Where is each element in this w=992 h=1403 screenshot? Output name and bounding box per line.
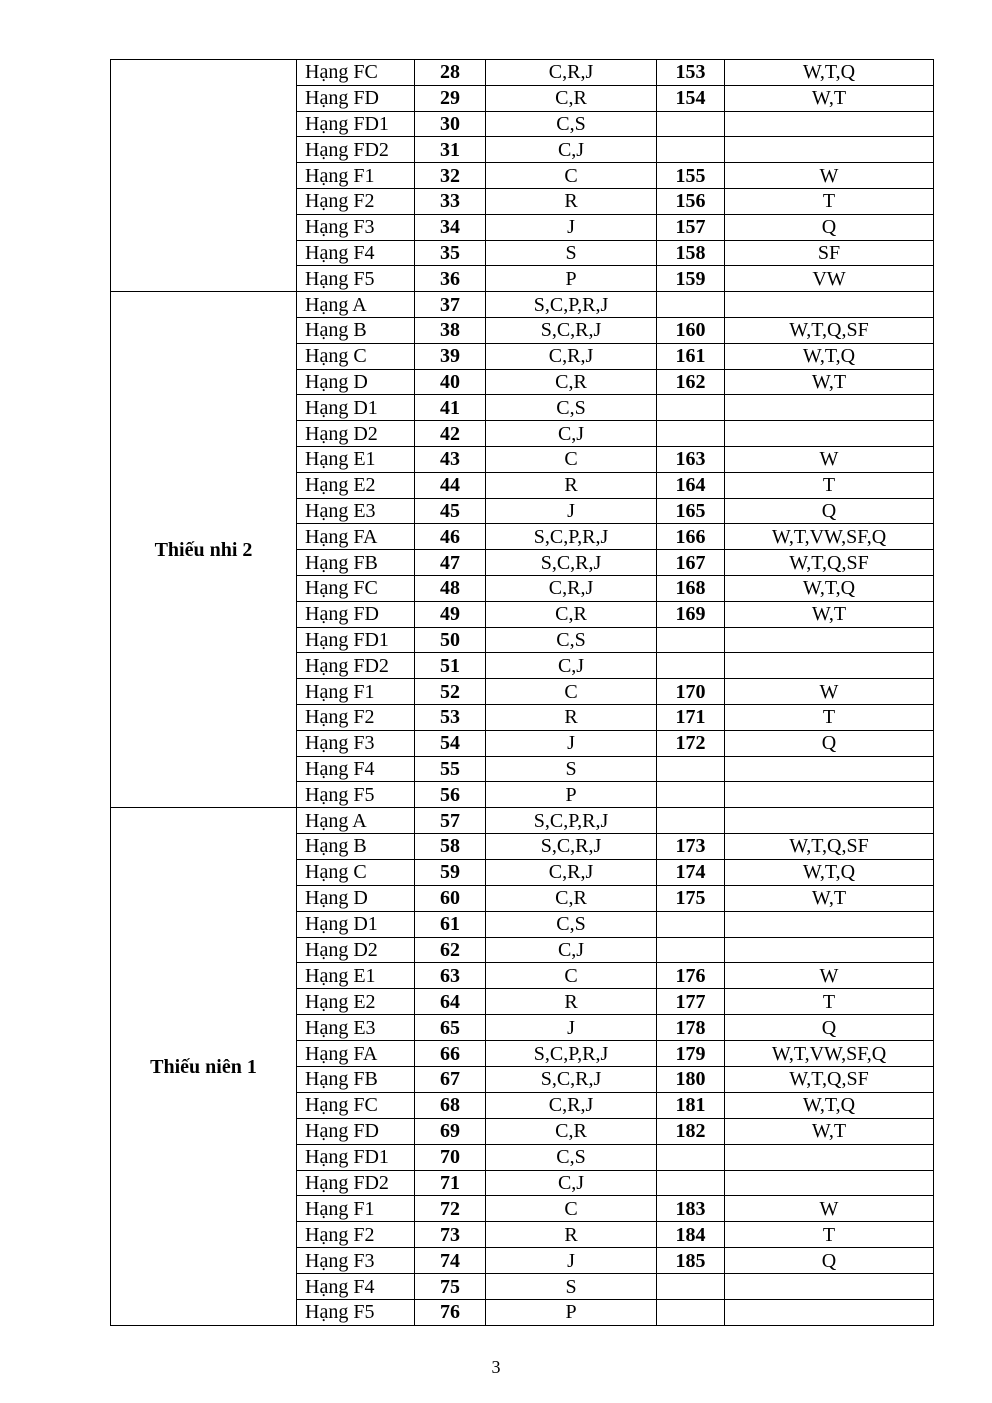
event-classes: S,C,P,R,J xyxy=(486,292,657,318)
event-classes: C,R,J xyxy=(486,1092,657,1118)
event-number-2: 166 xyxy=(657,524,725,550)
event-number: 59 xyxy=(415,859,486,885)
event-classes-2: T xyxy=(725,188,934,214)
event-classes: C,R xyxy=(486,369,657,395)
event-classes: S,C,R,J xyxy=(486,550,657,576)
row-name: Hạng FA xyxy=(297,524,415,550)
event-number: 34 xyxy=(415,214,486,240)
row-name: Hạng D1 xyxy=(297,911,415,937)
event-classes-2: Q xyxy=(725,730,934,756)
row-name: Hạng D xyxy=(297,369,415,395)
event-number: 62 xyxy=(415,937,486,963)
event-classes-2: T xyxy=(725,472,934,498)
event-number-2: 170 xyxy=(657,679,725,705)
event-classes-2: W,T,VW,SF,Q xyxy=(725,524,934,550)
row-name: Hạng F4 xyxy=(297,240,415,266)
event-classes-2: W,T xyxy=(725,601,934,627)
event-classes-2 xyxy=(725,111,934,137)
event-classes: C xyxy=(486,1196,657,1222)
event-classes-2 xyxy=(725,137,934,163)
row-name: Hạng F5 xyxy=(297,266,415,292)
event-classes-2 xyxy=(725,1274,934,1300)
event-classes-2 xyxy=(725,1300,934,1326)
event-classes: C,S xyxy=(486,911,657,937)
event-classes-2 xyxy=(725,937,934,963)
event-number: 54 xyxy=(415,730,486,756)
event-number-2: 178 xyxy=(657,1015,725,1041)
event-number-2: 169 xyxy=(657,601,725,627)
event-classes: J xyxy=(486,730,657,756)
event-classes: C,J xyxy=(486,421,657,447)
event-classes: P xyxy=(486,266,657,292)
event-number-2: 171 xyxy=(657,704,725,730)
event-classes: J xyxy=(486,214,657,240)
event-number-2: 156 xyxy=(657,188,725,214)
event-classes-2: W,T xyxy=(725,369,934,395)
event-classes-2: T xyxy=(725,1222,934,1248)
event-classes-2: Q xyxy=(725,1015,934,1041)
event-number-2: 164 xyxy=(657,472,725,498)
event-number: 72 xyxy=(415,1196,486,1222)
row-name: Hạng FD1 xyxy=(297,111,415,137)
event-classes-2: W,T xyxy=(725,1118,934,1144)
event-number-2 xyxy=(657,395,725,421)
event-number: 48 xyxy=(415,575,486,601)
row-name: Hạng E1 xyxy=(297,963,415,989)
event-number-2: 159 xyxy=(657,266,725,292)
age-group-label: Thiếu niên 1 xyxy=(111,808,297,1326)
page-number: 3 xyxy=(491,1357,501,1377)
table-row xyxy=(111,60,934,86)
event-classes: C,S xyxy=(486,395,657,421)
event-number-2: 165 xyxy=(657,498,725,524)
event-number-2: 180 xyxy=(657,1067,725,1093)
event-number-2 xyxy=(657,782,725,808)
event-classes: P xyxy=(486,1300,657,1326)
row-name: Hạng F2 xyxy=(297,188,415,214)
event-classes: S,C,R,J xyxy=(486,1067,657,1093)
event-number: 60 xyxy=(415,885,486,911)
row-name: Hạng D1 xyxy=(297,395,415,421)
event-classes: C,R xyxy=(486,85,657,111)
row-name: Hạng FB xyxy=(297,550,415,576)
event-number: 28 xyxy=(415,60,486,86)
event-number: 50 xyxy=(415,627,486,653)
event-number-2 xyxy=(657,1274,725,1300)
event-classes: C,R xyxy=(486,1118,657,1144)
event-number: 37 xyxy=(415,292,486,318)
event-classes-2 xyxy=(725,627,934,653)
event-classes-2: W,T xyxy=(725,85,934,111)
row-name: Hạng E2 xyxy=(297,472,415,498)
event-number: 58 xyxy=(415,834,486,860)
event-number: 55 xyxy=(415,756,486,782)
row-name: Hạng A xyxy=(297,808,415,834)
event-classes-2 xyxy=(725,421,934,447)
event-classes-2: T xyxy=(725,704,934,730)
event-number-2: 173 xyxy=(657,834,725,860)
event-classes: P xyxy=(486,782,657,808)
event-classes: S xyxy=(486,240,657,266)
event-number-2: 172 xyxy=(657,730,725,756)
event-classes: J xyxy=(486,1015,657,1041)
row-name: Hạng FC xyxy=(297,575,415,601)
event-number-2: 163 xyxy=(657,446,725,472)
event-number-2: 154 xyxy=(657,85,725,111)
event-number-2 xyxy=(657,627,725,653)
event-number-2: 183 xyxy=(657,1196,725,1222)
row-name: Hạng B xyxy=(297,834,415,860)
event-number-2: 185 xyxy=(657,1248,725,1274)
event-number-2: 184 xyxy=(657,1222,725,1248)
event-classes-2: W xyxy=(725,163,934,189)
event-classes-2: W,T,VW,SF,Q xyxy=(725,1041,934,1067)
row-name: Hạng C xyxy=(297,859,415,885)
row-name: Hạng B xyxy=(297,317,415,343)
event-number: 40 xyxy=(415,369,486,395)
event-classes: C,R,J xyxy=(486,575,657,601)
event-number-2: 181 xyxy=(657,1092,725,1118)
row-name: Hạng FA xyxy=(297,1041,415,1067)
row-name: Hạng F1 xyxy=(297,163,415,189)
event-number: 47 xyxy=(415,550,486,576)
event-number: 67 xyxy=(415,1067,486,1093)
event-number: 73 xyxy=(415,1222,486,1248)
event-number: 61 xyxy=(415,911,486,937)
event-number-2: 153 xyxy=(657,60,725,86)
event-number-2: 175 xyxy=(657,885,725,911)
category-table-body xyxy=(111,60,934,1326)
event-classes: J xyxy=(486,498,657,524)
event-number: 35 xyxy=(415,240,486,266)
event-classes: C,J xyxy=(486,137,657,163)
event-number: 33 xyxy=(415,188,486,214)
event-number-2 xyxy=(657,1300,725,1326)
event-classes: S xyxy=(486,1274,657,1300)
event-number-2 xyxy=(657,1144,725,1170)
event-classes-2: W,T,Q,SF xyxy=(725,317,934,343)
event-number: 38 xyxy=(415,317,486,343)
row-name: Hạng F4 xyxy=(297,756,415,782)
event-classes-2 xyxy=(725,1170,934,1196)
row-name: Hạng F4 xyxy=(297,1274,415,1300)
event-classes-2: W,T,Q,SF xyxy=(725,550,934,576)
age-group-label xyxy=(111,60,297,292)
event-number: 70 xyxy=(415,1144,486,1170)
event-number: 43 xyxy=(415,446,486,472)
event-classes-2 xyxy=(725,1144,934,1170)
row-name: Hạng E3 xyxy=(297,498,415,524)
row-name: Hạng FD xyxy=(297,85,415,111)
row-name: Hạng FD xyxy=(297,601,415,627)
event-classes-2: VW xyxy=(725,266,934,292)
event-classes: C xyxy=(486,446,657,472)
row-name: Hạng F2 xyxy=(297,1222,415,1248)
event-classes-2: W xyxy=(725,679,934,705)
event-number-2 xyxy=(657,292,725,318)
row-name: Hạng F3 xyxy=(297,730,415,756)
event-classes: C,S xyxy=(486,1144,657,1170)
event-number: 71 xyxy=(415,1170,486,1196)
event-number: 49 xyxy=(415,601,486,627)
event-classes-2 xyxy=(725,395,934,421)
event-classes: C,R xyxy=(486,601,657,627)
event-number: 75 xyxy=(415,1274,486,1300)
event-classes: C,J xyxy=(486,1170,657,1196)
event-classes: R xyxy=(486,989,657,1015)
event-classes: C,J xyxy=(486,653,657,679)
event-classes-2: T xyxy=(725,989,934,1015)
event-number-2 xyxy=(657,137,725,163)
event-number-2: 168 xyxy=(657,575,725,601)
event-number: 57 xyxy=(415,808,486,834)
event-number: 31 xyxy=(415,137,486,163)
event-classes-2: Q xyxy=(725,214,934,240)
event-number: 69 xyxy=(415,1118,486,1144)
event-classes: S,C,R,J xyxy=(486,834,657,860)
row-name: Hạng A xyxy=(297,292,415,318)
event-classes-2: W,T,Q xyxy=(725,60,934,86)
event-number: 36 xyxy=(415,266,486,292)
event-number-2 xyxy=(657,808,725,834)
event-number-2 xyxy=(657,421,725,447)
event-classes: C xyxy=(486,163,657,189)
row-name: Hạng FD xyxy=(297,1118,415,1144)
event-classes: R xyxy=(486,1222,657,1248)
event-classes: R xyxy=(486,188,657,214)
event-number: 63 xyxy=(415,963,486,989)
category-table xyxy=(110,59,934,1326)
event-classes-2: W xyxy=(725,1196,934,1222)
event-number: 32 xyxy=(415,163,486,189)
event-number: 68 xyxy=(415,1092,486,1118)
event-classes-2: W,T,Q xyxy=(725,1092,934,1118)
event-number: 66 xyxy=(415,1041,486,1067)
age-group-label: Thiếu nhi 2 xyxy=(111,292,297,808)
event-number-2: 174 xyxy=(657,859,725,885)
row-name: Hạng F1 xyxy=(297,1196,415,1222)
event-classes-2: SF xyxy=(725,240,934,266)
event-classes: S,C,P,R,J xyxy=(486,808,657,834)
event-number: 30 xyxy=(415,111,486,137)
event-classes: R xyxy=(486,704,657,730)
row-name: Hạng FD2 xyxy=(297,653,415,679)
event-number: 52 xyxy=(415,679,486,705)
event-number: 53 xyxy=(415,704,486,730)
event-number-2 xyxy=(657,111,725,137)
event-number: 45 xyxy=(415,498,486,524)
event-number: 39 xyxy=(415,343,486,369)
event-classes: C,R,J xyxy=(486,859,657,885)
event-classes-2: W,T,Q xyxy=(725,575,934,601)
event-classes: C,S xyxy=(486,627,657,653)
event-classes-2: Q xyxy=(725,1248,934,1274)
row-name: Hạng FD1 xyxy=(297,1144,415,1170)
event-number-2: 160 xyxy=(657,317,725,343)
row-name: Hạng E1 xyxy=(297,446,415,472)
event-number: 65 xyxy=(415,1015,486,1041)
row-name: Hạng F2 xyxy=(297,704,415,730)
event-classes: S,C,P,R,J xyxy=(486,1041,657,1067)
event-classes-2: W xyxy=(725,446,934,472)
event-classes: S xyxy=(486,756,657,782)
row-name: Hạng FD1 xyxy=(297,627,415,653)
event-classes-2 xyxy=(725,756,934,782)
event-number-2: 182 xyxy=(657,1118,725,1144)
event-classes-2: W,T,Q xyxy=(725,859,934,885)
event-classes-2: W,T,Q xyxy=(725,343,934,369)
event-classes-2 xyxy=(725,292,934,318)
event-classes: C,S xyxy=(486,111,657,137)
row-name: Hạng F3 xyxy=(297,1248,415,1274)
event-number: 64 xyxy=(415,989,486,1015)
row-name: Hạng F5 xyxy=(297,782,415,808)
event-classes-2 xyxy=(725,911,934,937)
table-row xyxy=(111,808,934,834)
event-number-2: 158 xyxy=(657,240,725,266)
event-classes-2: W xyxy=(725,963,934,989)
event-number: 44 xyxy=(415,472,486,498)
event-number-2: 179 xyxy=(657,1041,725,1067)
row-name: Hạng E2 xyxy=(297,989,415,1015)
row-name: Hạng D2 xyxy=(297,937,415,963)
event-number: 46 xyxy=(415,524,486,550)
event-number: 56 xyxy=(415,782,486,808)
row-name: Hạng E3 xyxy=(297,1015,415,1041)
event-classes: S,C,P,R,J xyxy=(486,524,657,550)
event-number-2 xyxy=(657,911,725,937)
row-name: Hạng FD2 xyxy=(297,1170,415,1196)
event-number-2: 161 xyxy=(657,343,725,369)
event-classes-2: W,T,Q,SF xyxy=(725,834,934,860)
row-name: Hạng F5 xyxy=(297,1300,415,1326)
event-number: 29 xyxy=(415,85,486,111)
event-number: 51 xyxy=(415,653,486,679)
event-classes-2 xyxy=(725,653,934,679)
event-number-2: 177 xyxy=(657,989,725,1015)
event-classes: C xyxy=(486,963,657,989)
row-name: Hạng FC xyxy=(297,60,415,86)
row-name: Hạng D2 xyxy=(297,421,415,447)
event-number-2 xyxy=(657,937,725,963)
event-classes: J xyxy=(486,1248,657,1274)
event-number: 42 xyxy=(415,421,486,447)
event-classes: C,R,J xyxy=(486,60,657,86)
event-classes-2: Q xyxy=(725,498,934,524)
event-number: 41 xyxy=(415,395,486,421)
event-classes-2: W,T,Q,SF xyxy=(725,1067,934,1093)
row-name: Hạng F3 xyxy=(297,214,415,240)
row-name: Hạng FC xyxy=(297,1092,415,1118)
event-number-2: 157 xyxy=(657,214,725,240)
event-classes: R xyxy=(486,472,657,498)
event-classes: C,J xyxy=(486,937,657,963)
event-number-2: 167 xyxy=(657,550,725,576)
row-name: Hạng D xyxy=(297,885,415,911)
event-number-2 xyxy=(657,1170,725,1196)
row-name: Hạng FD2 xyxy=(297,137,415,163)
event-number-2: 176 xyxy=(657,963,725,989)
row-name: Hạng C xyxy=(297,343,415,369)
event-number: 74 xyxy=(415,1248,486,1274)
event-classes-2 xyxy=(725,808,934,834)
event-classes: C,R xyxy=(486,885,657,911)
event-number-2 xyxy=(657,653,725,679)
event-classes-2 xyxy=(725,782,934,808)
event-classes: S,C,R,J xyxy=(486,317,657,343)
event-number-2 xyxy=(657,756,725,782)
event-number-2: 162 xyxy=(657,369,725,395)
event-classes: C,R,J xyxy=(486,343,657,369)
event-number-2: 155 xyxy=(657,163,725,189)
event-classes: C xyxy=(486,679,657,705)
table-row xyxy=(111,292,934,318)
row-name: Hạng FB xyxy=(297,1067,415,1093)
event-number: 76 xyxy=(415,1300,486,1326)
event-classes-2: W,T xyxy=(725,885,934,911)
row-name: Hạng F1 xyxy=(297,679,415,705)
